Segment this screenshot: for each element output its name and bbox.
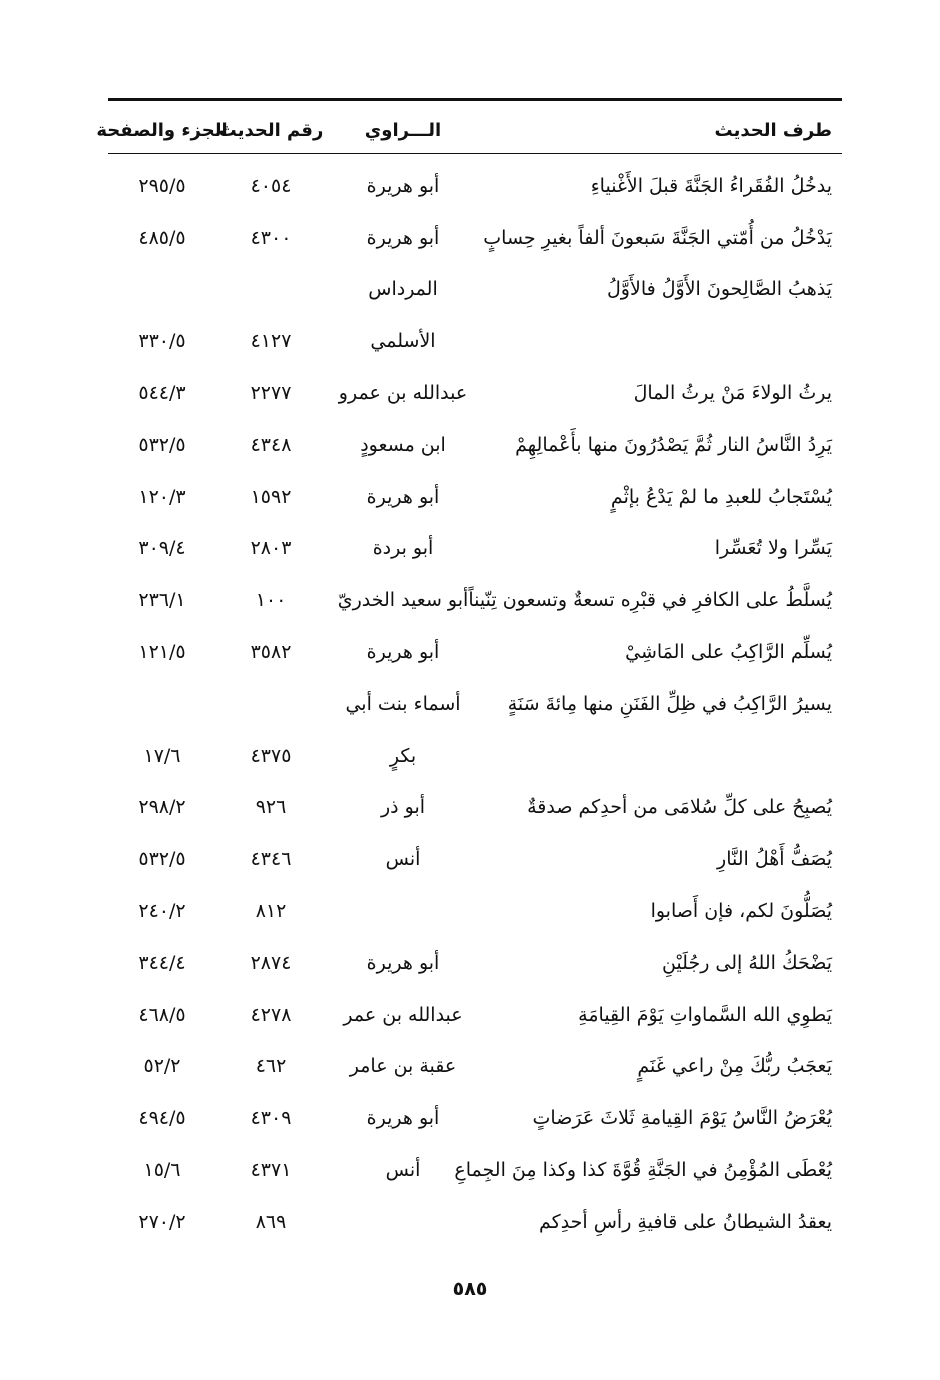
hadith-text: يَعجَبُ ربُّكَ مِنْ راعي غَنَمٍ <box>637 1055 832 1078</box>
volume-page: ٥٢/٢ <box>143 1055 181 1078</box>
table-row <box>108 523 842 575</box>
volume-page: ٢٩٥/٥ <box>138 174 186 197</box>
volume-page: ٣٤٤/٤ <box>138 951 186 974</box>
volume-page: ١٢٠/٣ <box>138 485 186 508</box>
table-row <box>108 885 842 937</box>
hadith-text: يُصبِحُ على كلِّ سُلامَى من أحدِكم صدقةٌ <box>527 796 832 819</box>
table-row <box>108 782 842 834</box>
narrator: الأسلمي <box>370 330 436 353</box>
hadith-text: يُعْطَى المُؤْمِنُ في الجَنَّةِ قُوَّةَ كذا وكذا مِنَ الجِماعِ <box>454 1159 832 1182</box>
hadith-text: يسيرُ الرَّاكِبُ في ظِلِّ الفَنَنِ منها مِائةَ سَنَةٍ <box>507 692 832 715</box>
hadith-number: ٤٦٢ <box>255 1055 287 1078</box>
table-row <box>108 160 842 212</box>
narrator <box>333 1196 473 1248</box>
narrator: أنس <box>385 1159 421 1182</box>
hadith-number: ٣٥٨٢ <box>250 641 292 664</box>
narrator: أبو هريرة <box>366 485 440 508</box>
hadith-text: يرثُ الولاءَ مَنْ يرثُ المالَ <box>633 382 832 405</box>
narrator: أنس <box>385 848 421 871</box>
volume-page: ١٧/٦ <box>143 744 181 767</box>
volume-page: ٢٩٨/٢ <box>138 796 186 819</box>
hadith-number: ٤٣٠٠ <box>250 226 292 249</box>
volume-page: ٥٤٤/٣ <box>138 382 186 405</box>
hadith-number: ١٥٩٢ <box>250 485 292 508</box>
hadith-text <box>452 730 832 782</box>
table-row <box>108 833 842 885</box>
narrator: أبو هريرة <box>366 951 440 974</box>
narrator <box>333 885 473 937</box>
hadith-text: يُسلِّم الرَّاكِبُ على المَاشِيْ <box>625 641 832 664</box>
hadith-text: يَضْحَكُ اللهُ إلى رجُلَيْنِ <box>661 951 832 974</box>
narrator: عقبة بن عامر <box>349 1055 457 1078</box>
hadith-number: ٤١٢٧ <box>250 330 292 353</box>
hadith-text: يُعْرَضُ النَّاسُ يَوْمَ القِيامةِ ثَلاثَ عَرَضاتٍ <box>532 1107 832 1130</box>
table-row <box>108 937 842 989</box>
table-row <box>108 1144 842 1196</box>
table-row <box>108 1196 842 1248</box>
hadith-text: يَرِدُ النَّاسُ النار ثُمَّ يَصْدُرُونَ منها بأَعْمالِهِمْ <box>515 433 832 456</box>
narrator: أبو سعيد الخدريّ <box>337 589 469 612</box>
volume-page: ٤٩٤/٥ <box>138 1107 186 1130</box>
hadith-number: ٤٣٧١ <box>250 1159 292 1182</box>
volume-page: ٢٣٦/١ <box>138 589 186 612</box>
hadith-number: ٢٢٧٧ <box>250 382 292 405</box>
table-row <box>108 212 842 264</box>
hadith-number: ٤٢٧٨ <box>250 1003 292 1026</box>
narrator: عبدالله بن عمرو <box>338 382 468 405</box>
hadith-number: ٤٠٥٤ <box>250 174 292 197</box>
volume-page: ٥٣٢/٥ <box>138 848 186 871</box>
table-header <box>96 112 842 148</box>
header-narrator: الـــراوي <box>364 119 442 141</box>
table-row <box>108 574 842 626</box>
hadith-text: يَدْخُلُ من أُمّتي الجَنَّةَ سَبعونَ ألفاً بغيرِ حِسابٍ <box>483 226 832 249</box>
narrator: أسماء بنت أبي <box>345 692 461 715</box>
table-row <box>108 264 842 316</box>
narrator: عبدالله بن عمر <box>343 1003 463 1026</box>
hadith-number: ٤٣٤٦ <box>250 848 292 871</box>
volume-page: ٥٣٢/٥ <box>138 433 186 456</box>
volume-page: ١٥/٦ <box>143 1159 181 1182</box>
header-hadith: طرف الحديث <box>714 119 832 141</box>
hadith-number: ٢٨٠٣ <box>250 537 292 560</box>
narrator: أبو بردة <box>372 537 434 560</box>
hadith-number: ٨١٢ <box>255 900 287 923</box>
table-row <box>108 1041 842 1093</box>
table-row <box>108 471 842 523</box>
narrator: أبو هريرة <box>366 641 440 664</box>
table-row <box>108 419 842 471</box>
table-row <box>108 1092 842 1144</box>
volume-page <box>108 678 216 730</box>
volume-page: ٣٣٠/٥ <box>138 330 186 353</box>
hadith-number: ٢٨٧٤ <box>250 951 292 974</box>
narrator: ابن مسعودٍ <box>360 433 446 456</box>
volume-page <box>108 264 216 316</box>
hadith-text: يُصَفُّ أَهْلُ النَّارِ <box>717 848 832 871</box>
hadith-text <box>452 315 832 367</box>
header-volume-page: الجزء والصفحة <box>96 119 228 141</box>
hadith-number: ٤٣٤٨ <box>250 433 292 456</box>
hadith-text: يُسلَّطُ على الكافرِ في قبْرِه تسعةٌ وتسعون تِنّيناً <box>468 589 832 612</box>
volume-page: ٢٧٠/٢ <box>138 1210 186 1233</box>
hadith-number: ٨٦٩ <box>255 1210 287 1233</box>
table-row <box>108 989 842 1041</box>
hadith-number <box>226 678 316 730</box>
top-rule <box>108 98 842 101</box>
narrator: أبو هريرة <box>366 1107 440 1130</box>
hadith-text: يَطوِي الله السَّماواتِ يَوْمَ القِيامَةِ <box>578 1003 832 1026</box>
hadith-number: ٩٢٦ <box>255 796 287 819</box>
volume-page: ٤٨٥/٥ <box>138 226 186 249</box>
hadith-index-table <box>108 160 842 1248</box>
hadith-text: يعقدُ الشيطانُ على قافيةِ رأسِ أحدِكم <box>539 1210 832 1233</box>
narrator: أبو هريرة <box>366 226 440 249</box>
volume-page: ٣٠٩/٤ <box>138 537 186 560</box>
page-number: ٥٨٥ <box>452 1278 488 1300</box>
header-rule <box>108 153 842 154</box>
narrator: بكرٍ <box>389 744 417 767</box>
header-number: رقم الحديث <box>218 119 324 141</box>
volume-page: ١٢١/٥ <box>138 641 186 664</box>
narrator: المرداس <box>368 278 438 301</box>
table-row <box>108 626 842 678</box>
narrator: أبو ذر <box>380 796 426 819</box>
table-row <box>108 730 842 782</box>
table-row <box>108 315 842 367</box>
hadith-text: يُسْتَجابُ للعبدِ ما لمْ يَدْعُ بإثْمٍ <box>610 485 832 508</box>
narrator: أبو هريرة <box>366 174 440 197</box>
hadith-text: يدخُلُ الفُقَراءُ الجَنَّةَ قبلَ الأَغْنياءِ <box>590 174 832 197</box>
hadith-number: ٤٣٧٥ <box>250 744 292 767</box>
hadith-text: يَسِّرا ولا تُعَسِّرا <box>714 537 832 560</box>
hadith-text: يُصَلُّونَ لكم، فإن أَصابوا <box>650 900 832 923</box>
table-row <box>108 367 842 419</box>
hadith-number <box>226 264 316 316</box>
table-row <box>108 678 842 730</box>
volume-page: ٤٦٨/٥ <box>138 1003 186 1026</box>
hadith-number: ١٠٠ <box>255 589 287 612</box>
hadith-text: يَذهبُ الصَّالِحونَ الأَوَّلُ فالأَوَّلُ <box>607 278 832 301</box>
volume-page: ٢٤٠/٢ <box>138 900 186 923</box>
hadith-number: ٤٣٠٩ <box>250 1107 292 1130</box>
